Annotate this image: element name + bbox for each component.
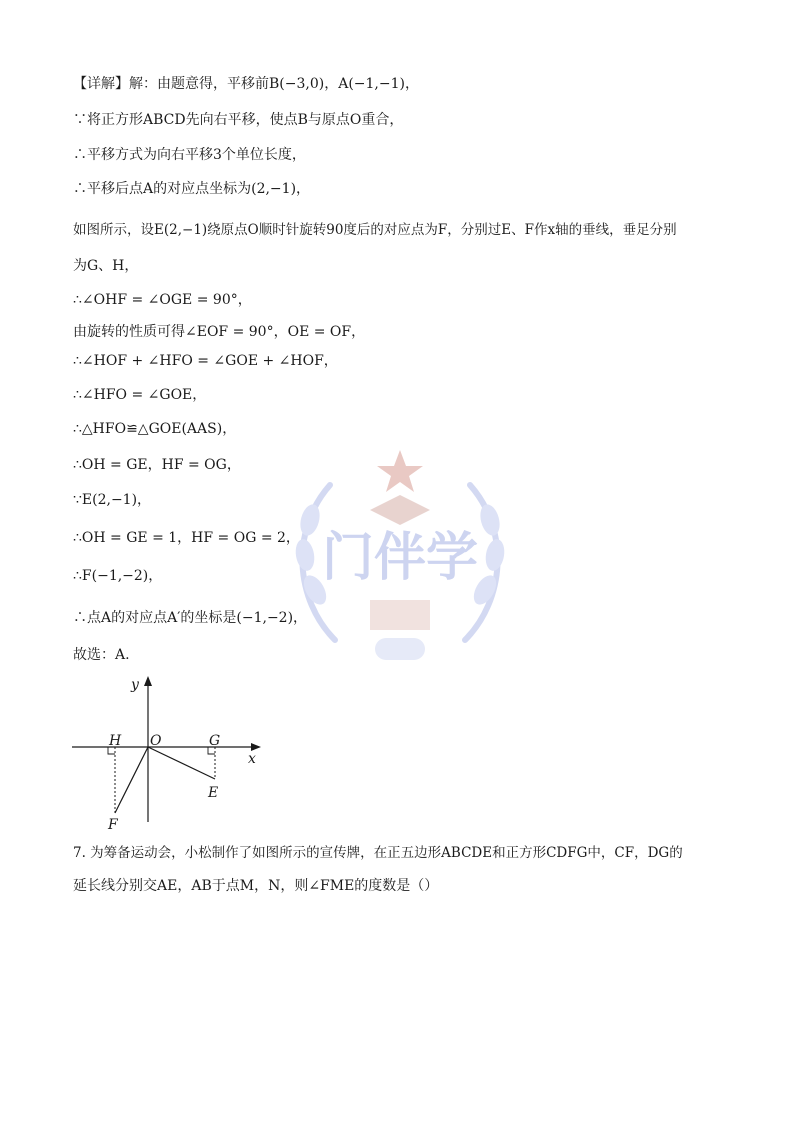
text-line: ∴∠HFO = ∠GOE， xyxy=(73,387,207,403)
text-line: ∴点A的对应点A′的坐标是(−1,−2)， xyxy=(73,610,308,626)
watermark-text: 门伴学 xyxy=(321,528,479,588)
rotation-figure xyxy=(68,672,268,832)
text-line: ∴OH = GE = 1，HF = OG = 2， xyxy=(73,530,300,546)
segment-oe xyxy=(148,747,215,779)
x-axis-arrow xyxy=(251,743,261,751)
text-line: ∴平移方式为向右平移3个单位长度， xyxy=(73,147,306,163)
text-line: 由旋转的性质可得∠EOF = 90°，OE = OF， xyxy=(73,324,366,340)
text-line: ∵E(2,−1)， xyxy=(73,492,152,508)
text-line: 如图所示，设E(2,−1)绕原点O顺时针旋转90度后的对应点为F，分别过E、F作x轴的垂线，垂足分别 xyxy=(73,222,677,238)
watermark-logo xyxy=(275,440,525,690)
label-g: G xyxy=(209,733,221,749)
text-line: ∴平移后点A的对应点坐标为(2,−1)， xyxy=(73,181,311,197)
text-line: 【详解】解：由题意得，平移前B(−3,0)，A(−1,−1)， xyxy=(73,76,419,92)
text-line: ∴F(−1,−2)， xyxy=(73,568,163,584)
label-o: O xyxy=(150,733,162,749)
label-y: y xyxy=(131,677,139,693)
text-line: ∴OH = GE，HF = OG， xyxy=(73,457,241,473)
text-line: ∴△HFO≌△GOE(AAS)， xyxy=(73,421,237,437)
text-line: 为G、H， xyxy=(73,258,139,274)
segment-of xyxy=(115,747,148,813)
label-h: H xyxy=(109,733,122,749)
label-f: F xyxy=(108,817,118,832)
question-line: 延长线分别交AE，AB于点M，N，则∠FME的度数是（） xyxy=(73,878,439,894)
label-x: x xyxy=(248,751,256,767)
label-e: E xyxy=(208,785,219,801)
y-axis-arrow xyxy=(144,676,152,686)
text-line: ∵将正方形ABCD先向右平移，使点B与原点O重合， xyxy=(73,112,404,128)
text-line: ∴∠HOF + ∠HFO = ∠GOE + ∠HOF， xyxy=(73,353,338,369)
question-line: 7. 为筹备运动会，小松制作了如图所示的宣传牌，在正五边形ABCDE和正方形CDFG中，CF，DG的 xyxy=(73,845,683,861)
text-line: 故选：A. xyxy=(73,647,130,663)
text-line: ∴∠OHF = ∠OGE = 90°， xyxy=(73,292,252,308)
